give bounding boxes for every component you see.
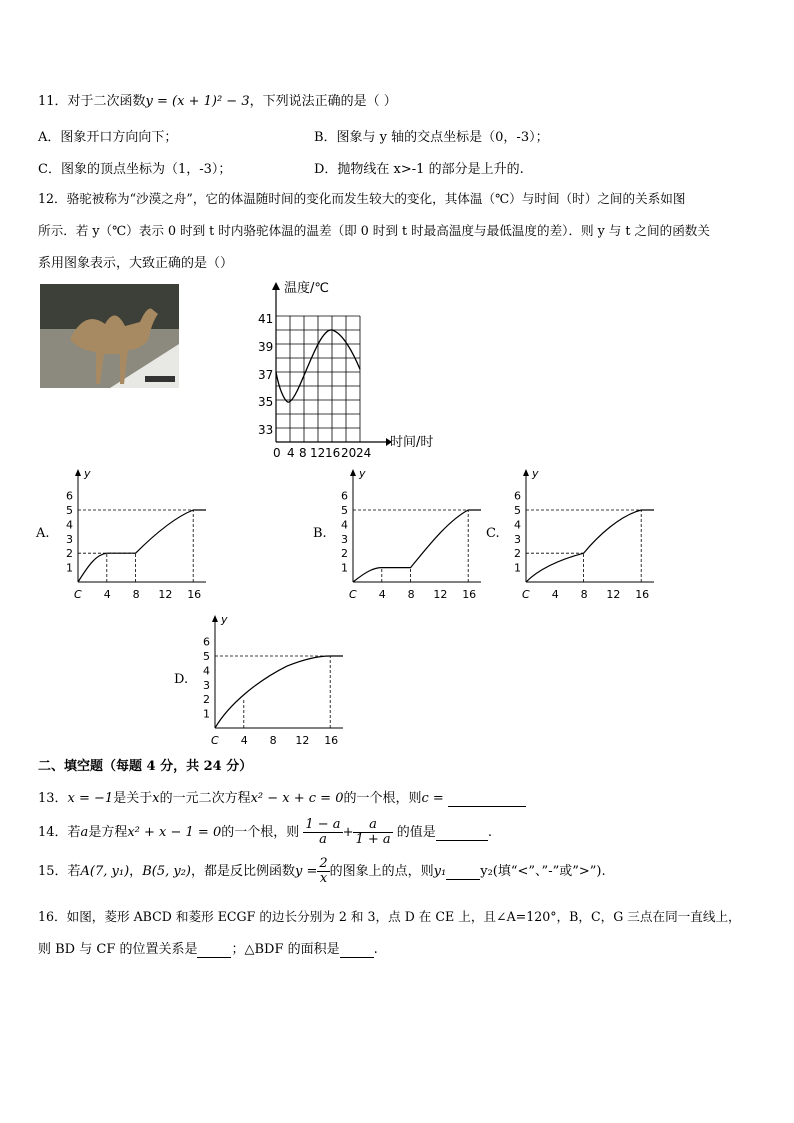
q11-option-a: A．图象开口方向向下； xyxy=(38,130,178,145)
q13-var: x xyxy=(152,791,160,806)
fraction-denominator: x xyxy=(319,871,328,886)
option-a-label: A. xyxy=(36,526,50,541)
y-axis-label: y xyxy=(359,467,366,480)
q16-line2 xyxy=(38,938,378,958)
y-axis-arrow xyxy=(350,469,356,476)
q11-stem-text: 11．对于二次函数 xyxy=(38,94,146,109)
option-d-graph xyxy=(193,612,343,748)
temp-y-tick: 33 xyxy=(258,423,274,437)
q13-c: c = xyxy=(421,791,444,806)
temp-x-tick: 24 xyxy=(356,446,372,460)
option-c-label: C. xyxy=(486,526,500,541)
fraction-numerator: a xyxy=(353,818,392,833)
function-curve xyxy=(215,656,343,728)
y-tick-label: 6 xyxy=(514,489,521,503)
q14-fraction-2 xyxy=(353,818,392,847)
q14: 14．若a是方程x² + x − 1 = 0的一个根，则 $\frac{1 - a}{a}$ + $\frac{a}{1 + a}$ 的值是 . xyxy=(38,817,492,847)
y-axis-label: y xyxy=(221,613,228,626)
x-tick-label: 16 xyxy=(187,588,202,601)
q12-line2: 所示．若 y（℃）表示 0 时到 t 时内骆驼体温的温差（即 0 时到 t 时最高温度与最低温度的差）．则 y 与 t 之间的函数关 xyxy=(38,223,710,238)
fraction-numerator: 1 − a xyxy=(305,817,341,832)
y-tick-label: 1 xyxy=(514,561,521,575)
q14-plus: + xyxy=(342,825,354,840)
q15-point-a: A(7, y₁) xyxy=(80,864,130,879)
temp-x-tick: 16 xyxy=(325,446,341,460)
y-tick-label: 4 xyxy=(514,518,521,532)
x-tick-label: C xyxy=(211,734,219,747)
temp-x-tick: 4 xyxy=(287,446,295,460)
temp-x-tick: 12 xyxy=(310,446,326,460)
y-tick-label: 5 xyxy=(514,504,521,517)
y-tick-label: 3 xyxy=(341,532,348,546)
q15-func: y = xyxy=(295,864,318,879)
q16-text: . xyxy=(373,942,378,957)
y-tick-label: 3 xyxy=(66,532,73,546)
q14-var: a xyxy=(80,825,89,840)
y-tick-label: 5 xyxy=(203,650,210,663)
y-tick-label: 4 xyxy=(66,518,73,532)
x-tick-label: 4 xyxy=(240,734,248,747)
function-curve xyxy=(353,510,481,582)
x-tick-label: 8 xyxy=(580,588,588,601)
fraction-denominator: 1 + a xyxy=(355,832,391,847)
q12-line1: 12．骆驼被称为“沙漠之舟”，它的体温随时间的变化而发生较大的变化，其体温（℃）与时间（时）之间的关系如图 xyxy=(38,191,686,206)
q15-point-b: B(5, y₂) xyxy=(142,864,191,879)
q15 xyxy=(38,857,606,886)
q11-function: y = (x + 1)² − 3 xyxy=(145,94,250,109)
x-tick-label: 16 xyxy=(324,734,339,747)
q13-text: 的一个根，则 xyxy=(343,791,422,806)
q13-text: 是关于 xyxy=(113,791,153,806)
option-b-graph xyxy=(331,466,481,602)
option-a-graph xyxy=(56,466,206,602)
y-tick-label: 3 xyxy=(203,678,210,692)
x-tick-label: 12 xyxy=(606,588,621,601)
x-tick-label: 8 xyxy=(269,734,277,747)
y-tick-label: 1 xyxy=(66,561,73,575)
x-tick-label: 4 xyxy=(551,588,559,601)
x-tick-label: 12 xyxy=(295,734,310,747)
q14-equation: x² + x − 1 = 0 xyxy=(127,825,222,840)
y-axis-arrow xyxy=(212,615,218,622)
y-tick-label: 2 xyxy=(203,693,210,707)
temp-y-tick: 37 xyxy=(258,368,274,382)
temp-x-tick: 8 xyxy=(299,446,307,460)
function-curve xyxy=(78,510,206,582)
q16-line1: 16．如图，菱形 ABCD 和菱形 ECGF 的边长分别为 2 和 3，点 D 在 CE 上，且∠A=120°，B，C，G 三点在同一直线上， xyxy=(38,909,741,924)
y-axis-arrow xyxy=(523,469,529,476)
temp-y-label: 温度/℃ xyxy=(284,281,329,296)
q13-root: x = −1 xyxy=(67,791,114,806)
temp-y-arrow xyxy=(272,282,280,290)
x-tick-label: 12 xyxy=(158,588,173,601)
q11-option-b: B．图象与 y 轴的交点坐标是（0，-3）； xyxy=(314,130,549,145)
x-tick-label: C xyxy=(74,588,82,601)
x-tick-label: 4 xyxy=(103,588,111,601)
q16-text: ；△BDF 的面积是 xyxy=(231,942,340,957)
section-2-title: 二、填空题（每题 4 分，共 24 分） xyxy=(38,759,253,774)
q14-text: 的一个根，则 xyxy=(221,825,300,840)
y-tick-label: 2 xyxy=(341,547,348,561)
q13-equation: x² − x + c = 0 xyxy=(250,791,344,806)
x-tick-label: 8 xyxy=(132,588,140,601)
x-tick-label: 4 xyxy=(378,588,386,601)
y-tick-label: 1 xyxy=(341,561,348,575)
temp-y-tick: 39 xyxy=(258,340,274,354)
q14-text: 的值是 xyxy=(396,825,436,840)
q15-text: ， xyxy=(129,864,143,879)
option-d-label: D. xyxy=(174,672,189,687)
temperature-chart xyxy=(240,276,440,460)
q13-text: 的一元二次方程 xyxy=(159,791,251,806)
q15-text: 15．若 xyxy=(38,864,81,879)
y-tick-label: 4 xyxy=(341,518,348,532)
q14-answer-blank[interactable] xyxy=(436,826,488,841)
q13-answer-blank[interactable] xyxy=(448,791,526,807)
q13-number: 13． xyxy=(38,791,68,806)
y-axis-label: y xyxy=(84,467,91,480)
q15-text: y₂(填“<”、”-”或”>”). xyxy=(480,864,606,879)
y-axis-label: y xyxy=(532,467,539,480)
x-tick-label: 16 xyxy=(635,588,650,601)
y-tick-label: 1 xyxy=(203,707,210,721)
y-tick-label: 5 xyxy=(341,504,348,517)
temperature-grid xyxy=(276,316,360,442)
temp-x-tick: 20 xyxy=(341,446,357,460)
q16-blank-2[interactable] xyxy=(340,942,374,958)
y-tick-label: 2 xyxy=(514,547,521,561)
q15-text: ，都是反比例函数 xyxy=(190,864,295,879)
x-tick-label: C xyxy=(349,588,357,601)
q15-text: 的图象上的点，则 xyxy=(329,864,434,879)
q14-text: 是方程 xyxy=(88,825,128,840)
x-tick-label: 12 xyxy=(433,588,448,601)
q11-stem-tail: ，下列说法正确的是（ ） xyxy=(249,94,397,109)
temp-x-tick: 0 xyxy=(273,446,281,460)
q14-fraction-1 xyxy=(303,818,342,847)
x-tick-label: 16 xyxy=(462,588,477,601)
y-tick-label: 6 xyxy=(66,489,73,503)
q14-text: 14．若 xyxy=(38,825,81,840)
q16-blank-1[interactable] xyxy=(197,942,231,958)
y-tick-label: 4 xyxy=(203,664,210,678)
temp-x-label: 时间/时 xyxy=(390,435,434,450)
y-tick-label: 3 xyxy=(514,532,521,546)
temp-y-tick: 41 xyxy=(258,312,274,326)
q12-line3: 系用图象表示，大致正确的是（） xyxy=(38,256,234,271)
option-c-graph xyxy=(504,466,654,602)
q13 xyxy=(38,787,526,807)
q16-text: 则 BD 与 CF 的位置关系是 xyxy=(38,942,198,957)
x-tick-label: C xyxy=(522,588,530,601)
y-axis-arrow xyxy=(75,469,81,476)
q11-stem xyxy=(38,90,397,109)
y-tick-label: 5 xyxy=(66,504,73,517)
camel-photo xyxy=(40,284,179,388)
q15-answer-blank[interactable] xyxy=(446,865,480,880)
fraction-numerator: 2 xyxy=(319,856,328,871)
temp-y-tick: 35 xyxy=(258,395,274,409)
y-tick-label: 6 xyxy=(203,635,210,649)
x-tick-label: 8 xyxy=(407,588,415,601)
q15-y1: y₁ xyxy=(433,864,447,879)
q15-fraction xyxy=(317,857,329,886)
y-tick-label: 6 xyxy=(341,489,348,503)
option-b-label: B. xyxy=(313,526,327,541)
fraction-denominator: a xyxy=(319,832,327,847)
q11-option-c: C．图象的顶点坐标为（1，-3）； xyxy=(38,162,232,177)
y-tick-label: 2 xyxy=(66,547,73,561)
function-curve xyxy=(526,510,654,582)
q11-option-d: D．抛物线在 x>-1 的部分是上升的. xyxy=(314,162,524,177)
